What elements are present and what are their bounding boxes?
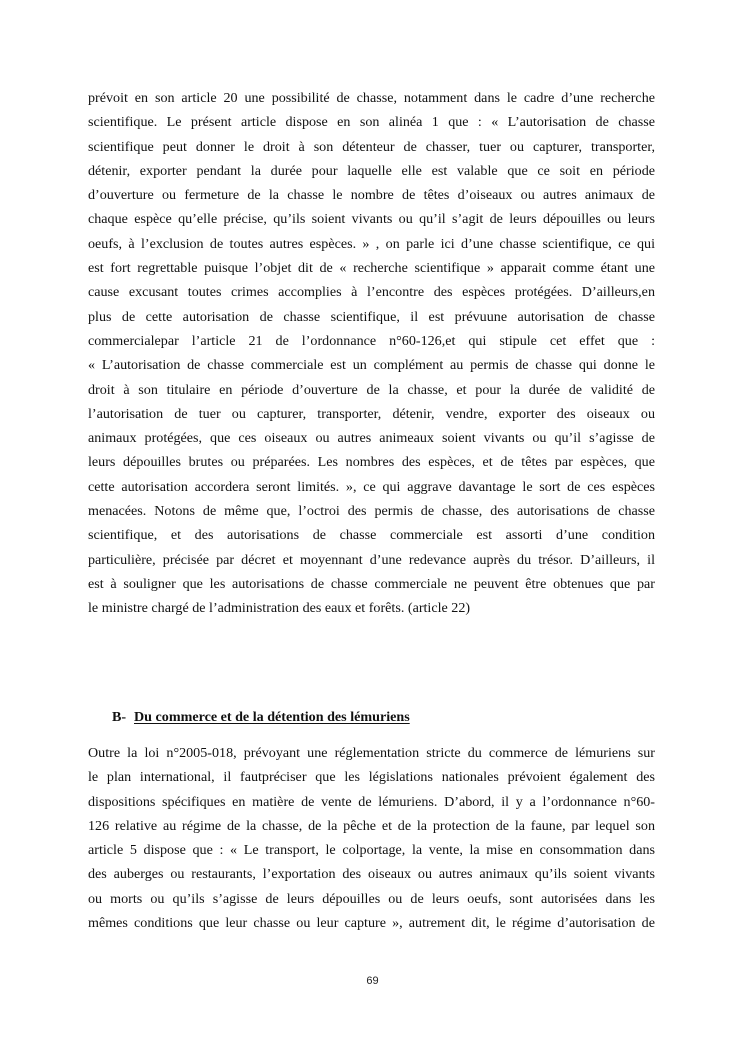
text-line: prévoit en son article 20 une possibilité de chasse, notamment dans le cadre d’une recherche [88,90,655,106]
text-line: cette autorisation accordera seront limités. », ce qui aggrave davantage le sort de ces espèces [88,478,655,495]
text-line: est fort regrettable puisque l’objet dit de « recherche scientifique » apparait comme étant une [88,260,655,277]
section-title: Du commerce et de la détention des lémuriens [134,709,410,725]
text-line: droit à son titulaire en période d’ouverture de la chasse, et pour la durée de validité de [88,381,655,398]
text-line: menacées. Notons de même que, l’octroi des permis de chasse, des autorisations de chasse [88,503,655,520]
text-line: dispositions spécifiques en matière de vente de lémuriens. D’abord, il y a l’ordonnance n°60- [88,793,655,810]
text-line: oeufs, à l’exclusion de toutes autres espèces. » , on parle ici d’une chasse scientifique, ce qui [88,235,655,252]
paragraph-lemur-trade [88,741,655,935]
text-line: plus de cette autorisation de chasse scientifique, il est prévuune autorisation de chasse [88,308,655,325]
section-heading [112,707,410,727]
text-line: « L’autorisation de chasse commerciale est un complément au permis de chasse qui donne le [88,357,655,374]
text-line: leurs dépouilles brutes ou préparées. Les nombres des espèces, et de têtes par espèces, que [88,454,655,471]
text-line: mêmes conditions que leur chasse ou leur capture », autrement dit, le régime d’autorisation de [88,915,655,932]
text-line: 126 relative au régime de la chasse, de la pêche et de la protection de la faune, par lequel son [88,817,655,834]
text-line: Outre la loi n°2005-018, prévoyant une réglementation stricte du commerce de lémuriens sur [88,745,655,761]
text-line: article 5 dispose que : « Le transport, le colportage, la vente, la mise en consommation dans [88,842,655,859]
text-line: est à souligner que les autorisations de chasse commerciale ne peuvent être obtenues que par [88,575,655,592]
section-number: B- [112,709,127,725]
text-line: détenir, exporter pendant la durée pour laquelle elle est valable que ce soit en période [88,162,655,179]
paragraph-hunting-authorisations [88,86,655,621]
text-line: cause excusant toutes crimes accomplies à l’encontre des espèces protégées. D’ailleurs,en [88,284,655,301]
text-line: ou morts ou qu’ils s’agisse de leurs dépouilles ou de leurs oeufs, sont autorisées dans les [88,890,655,907]
text-line: commercialepar l’article 21 de l’ordonnance n°60-126,et qui stipule cet effet que : [88,332,655,349]
text-line: le plan international, il fautpréciser que les législations nationales prévoient également des [88,769,655,786]
text-line: particulière, précisée par décret et moyennant d’une redevance auprès du trésor. D’ailleurs, il [88,551,655,568]
text-line: scientifique. Le présent article dispose en son alinéa 1 que : « L’autorisation de chasse [88,114,655,131]
text-line: des auberges ou restaurants, l’exportation des oiseaux ou autres animaux qu’ils soient vivants [88,866,655,883]
page-number: 69 [366,975,379,987]
text-line: chaque espèce qu’elle précise, qu’ils soient vivants ou qu’il s’agit de leurs dépouilles ou leurs [88,211,655,228]
text-line: scientifique peut donner le droit à son détenteur de chasser, tuer ou capturer, transporter, [88,138,655,155]
text-line: le ministre chargé de l’administration des eaux et forêts. (article 22) [88,600,471,617]
text-line: d’ouverture ou fermeture de la chasse le nombre de têtes d’oiseaux ou autres animaux de [88,187,655,204]
text-line: scientifique, et des autorisations de chasse commerciale est assorti d’une condition [88,527,655,544]
text-line: l’autorisation de tuer ou capturer, transporter, détenir, vendre, exporter des oiseaux ou [88,405,655,422]
text-line: animaux protégées, que ces oiseaux ou autres animeaux soient vivants ou qu’il s’agisse de [88,430,655,447]
